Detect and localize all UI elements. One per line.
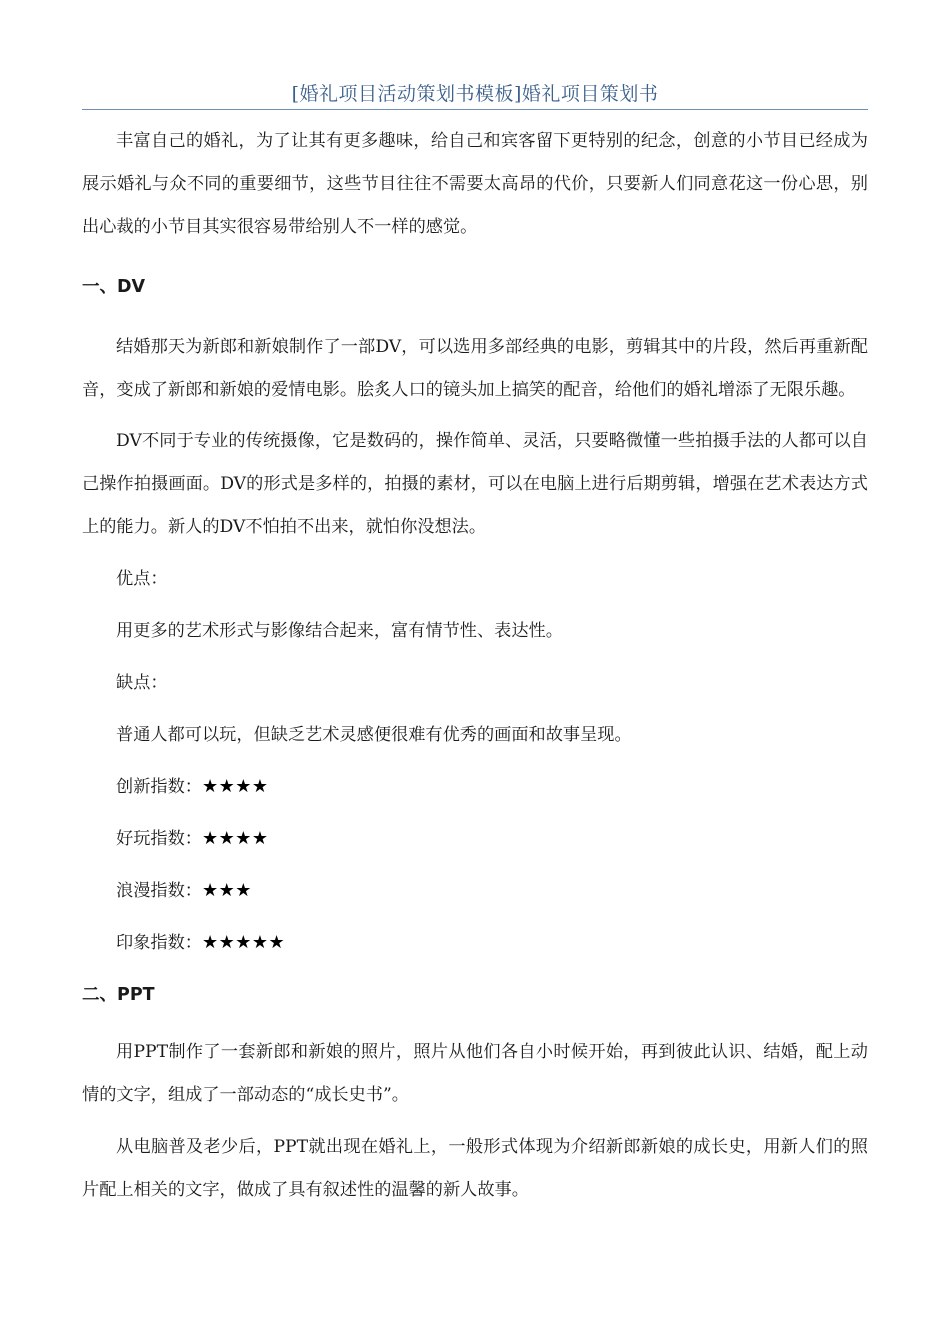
rating-label: 浪漫指数： (116, 881, 202, 901)
rating-label: 好玩指数： (116, 829, 202, 849)
pros-label: 优点： (116, 569, 168, 589)
pros-text: 用更多的艺术形式与影像结合起来，富有情节性、表达性。 (116, 621, 563, 641)
cons-text: 普通人都可以玩，但缺乏艺术灵感便很难有优秀的画面和故事呈现。 (116, 725, 632, 745)
star-rating-icon: ★★★ (201, 880, 252, 901)
rating-romance (82, 879, 868, 903)
dv-paragraph-1: 结婚那天为新郎和新娘制作了一部DV，可以选用多部经典的电影，剪辑其中的片段，然后再重新配音，变成了新郎和新娘的爱情电影。脍炙人口的镜头加上搞笑的配音，给他们的婚礼增添了无限乐趣。 (82, 337, 868, 400)
star-rating-icon: ★★★★ (201, 828, 269, 849)
page-header-title: [婚礼项目活动策划书模板]婚礼项目策划书 (291, 83, 659, 105)
rating-impression (82, 931, 868, 955)
dv-paragraph-2: DV不同于专业的传统摄像，它是数码的，操作简单、灵活，只要略微懂一些拍摄手法的人都可以自己操作拍摄画面。DV的形式是多样的，拍摄的素材，可以在电脑上进行后期剪辑，增强在艺术表达方式上的能力。新人的DV不怕拍不出来，就怕你没想法。 (82, 431, 868, 537)
section-heading-dv: 一、DV (82, 277, 146, 297)
ppt-paragraph-2: 从电脑普及老少后，PPT就出现在婚礼上，一般形式体现为介绍新郎新娘的成长史，用新人们的照片配上相关的文字，做成了具有叙述性的温馨的新人故事。 (82, 1137, 868, 1200)
rating-label: 印象指数： (116, 933, 202, 953)
rating-label: 创新指数： (116, 777, 202, 797)
star-rating-icon: ★★★★★ (201, 932, 286, 953)
rating-fun (82, 827, 868, 851)
header-divider (82, 109, 868, 110)
document-body (82, 120, 868, 1212)
cons-label: 缺点： (116, 673, 168, 693)
rating-innovation (82, 775, 868, 799)
intro-paragraph: 丰富自己的婚礼，为了让其有更多趣味，给自己和宾客留下更特别的纪念，创意的小节目已经成为展示婚礼与众不同的重要细节，这些节目往往不需要太高昂的代价，只要新人们同意花这一份心思，别出心裁的小节目其实很容易带给别人不一样的感觉。 (82, 131, 868, 237)
ppt-paragraph-1: 用PPT制作了一套新郎和新娘的照片，照片从他们各自小时候开始，再到彼此认识、结婚，配上动情的文字，组成了一部动态的“成长史书”。 (82, 1042, 868, 1105)
section-heading-ppt: 二、PPT (82, 985, 155, 1005)
star-rating-icon: ★★★★ (201, 776, 269, 797)
